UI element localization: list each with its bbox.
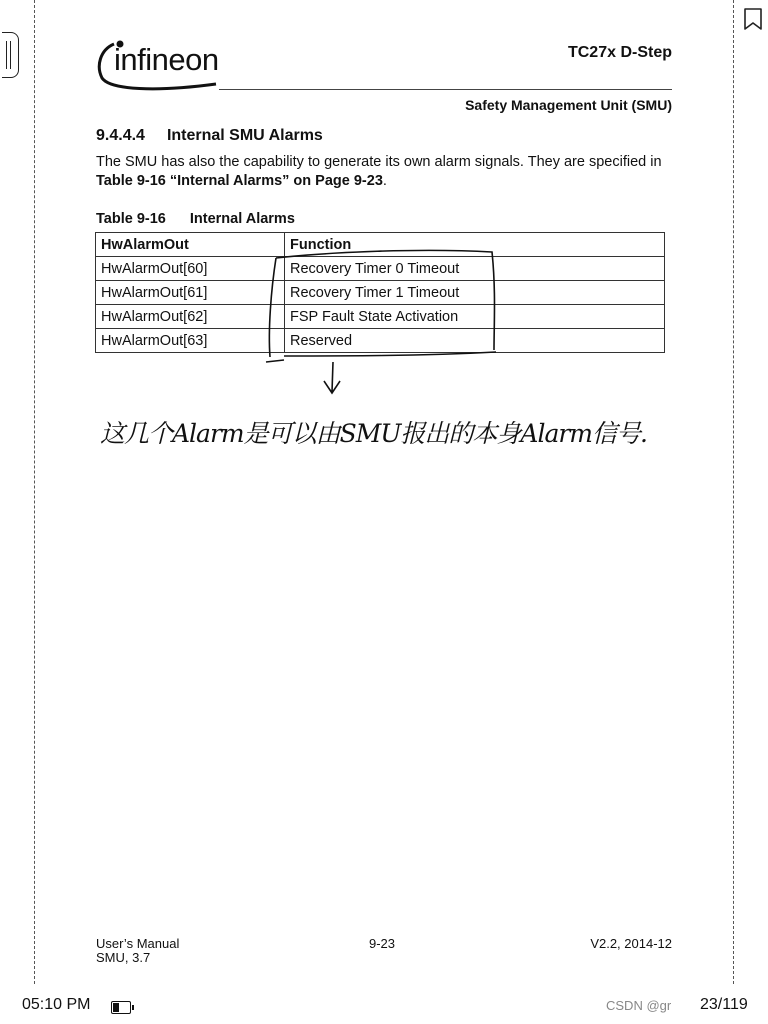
- table-caption: [96, 211, 295, 227]
- footer-left: [96, 937, 179, 965]
- table-row: [96, 257, 665, 281]
- table-row: [96, 305, 665, 329]
- page-indicator[interactable]: 23/119: [700, 996, 748, 1013]
- table-caption-number: Table 9-16: [96, 211, 166, 227]
- document-title: TC27x D-Step: [567, 44, 672, 61]
- status-time: 05:10 PM: [22, 996, 91, 1013]
- alarm-id-cell: HwAlarmOut[61]: [96, 281, 285, 305]
- body-paragraph: [96, 153, 672, 191]
- paragraph-text: The SMU has also the capability to generate its own alarm signals. They are specified in: [96, 154, 662, 170]
- battery-icon: [111, 1001, 131, 1014]
- alarm-id-cell: HwAlarmOut[60]: [96, 257, 285, 281]
- watermark-text: CSDN @gr: [606, 998, 672, 1013]
- left-page-border: [34, 0, 35, 984]
- chapter-title: Safety Management Unit (SMU): [465, 97, 672, 113]
- alarm-function-cell: Recovery Timer 1 Timeout: [285, 281, 665, 305]
- bookmark-icon[interactable]: [743, 8, 763, 30]
- table-reference-link[interactable]: Table 9-16 “Internal Alarms” on Page 9-23: [96, 173, 383, 189]
- paragraph-end: .: [382, 173, 387, 189]
- table-row: [96, 329, 665, 353]
- infineon-logo: infineon: [114, 42, 219, 77]
- internal-alarms-table: [95, 232, 665, 353]
- header-rule: [219, 89, 672, 90]
- alarm-id-cell: HwAlarmOut[62]: [96, 305, 285, 329]
- section-title: Internal SMU Alarms: [166, 127, 323, 144]
- column-header-hwalarmout: HwAlarmOut: [96, 233, 285, 257]
- footer-page-number: 9-23: [369, 936, 396, 951]
- table-caption-title: Internal Alarms: [189, 211, 295, 227]
- alarm-function-cell: Reserved: [285, 329, 665, 353]
- alarm-id-cell: HwAlarmOut[63]: [96, 329, 285, 353]
- section-number: 9.4.4.4: [96, 127, 145, 144]
- right-page-border: [733, 0, 734, 984]
- footer-chapter-label: SMU, 3.7: [96, 950, 151, 965]
- footer-manual-label: User’s Manual: [96, 936, 180, 951]
- column-header-function: Function: [285, 233, 665, 257]
- alarm-function-cell: Recovery Timer 0 Timeout: [285, 257, 665, 281]
- handwritten-note: 这几个Alarm是可以由SMU报出的本身Alarm信号.: [100, 419, 647, 448]
- table-row: [96, 281, 665, 305]
- table-header-row: [96, 233, 665, 257]
- side-panel-handle-icon[interactable]: [2, 32, 19, 78]
- alarm-function-cell: FSP Fault State Activation: [285, 305, 665, 329]
- section-heading: [96, 127, 323, 145]
- footer-version: V2.2, 2014-12: [590, 936, 672, 951]
